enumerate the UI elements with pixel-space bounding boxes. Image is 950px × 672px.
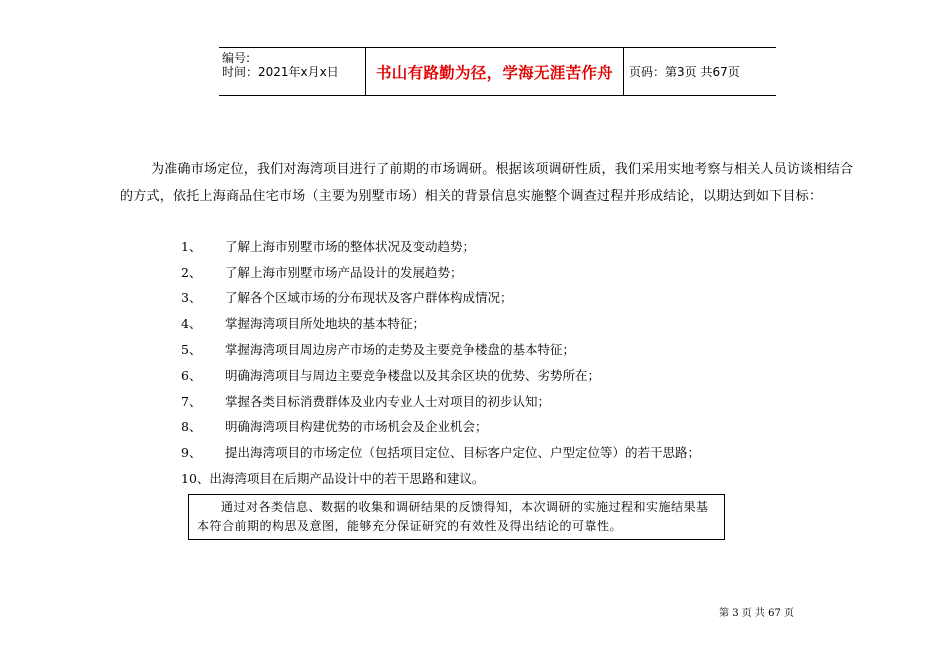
list-item-number: 9、 (181, 445, 202, 461)
list-item-text: 了解各个区域市场的分布现状及客户群体构成情况； (225, 290, 513, 306)
list-item-number: 8、 (181, 419, 202, 435)
list-item-number: 1、 (181, 238, 202, 254)
list-item-number: 10、 (181, 471, 210, 487)
list-item (181, 233, 700, 259)
list-item (181, 362, 700, 388)
page-code-text: 页码：第3页 共67页 (629, 65, 740, 79)
list-item-number: 4、 (181, 316, 202, 332)
list-item (181, 310, 700, 336)
list-item (181, 465, 700, 491)
list-item-number: 5、 (181, 342, 202, 358)
list-item-text: 了解上海市别墅市场产品设计的发展趋势； (225, 264, 463, 280)
list-item-text: 掌握海湾项目所处地块的基本特征； (225, 316, 426, 332)
document-number-label: 编号: (222, 51, 251, 65)
summary-text: 通过对各类信息、数据的收集和调研结果的反馈得知，本次调研的实施过程和实施结果基本符合前期的构思及意图，能够充分保证研究的有效性及得出结论的可靠性。 (197, 500, 709, 533)
header-page-code (624, 48, 776, 95)
list-item (181, 285, 700, 311)
goals-list (181, 233, 700, 491)
list-item-number: 6、 (181, 367, 202, 383)
header-meta (219, 48, 365, 95)
list-item (181, 259, 700, 285)
page-header (219, 47, 776, 96)
list-item-text: 明确海湾项目构建优势的市场机会及企业机会； (225, 419, 488, 435)
list-item-text: 掌握海湾项目周边房产市场的走势及主要竞争楼盘的基本特征； (225, 342, 576, 358)
intro-paragraph: 为准确市场定位，我们对海湾项目进行了前期的市场调研。根据该项调研性质，我们采用实地考察与相关人员访谈相结合的方式，依托上海商品住宅市场（主要为别墅市场）相关的背景信息实施整个调查过程并形成结论，以期达到如下目标： (120, 162, 854, 204)
list-item-number: 7、 (181, 393, 202, 409)
list-item (181, 388, 700, 414)
header-motto-cell (365, 48, 624, 95)
page-footer (719, 604, 794, 619)
list-item (181, 439, 700, 465)
list-item-text: 了解上海市别墅市场的整体状况及变动趋势； (225, 238, 476, 254)
list-item-text: 明确海湾项目与周边主要竞争楼盘以及其余区块的优势、劣势所在； (225, 367, 601, 383)
list-item-text: 掌握各类目标消费群体及业内专业人士对项目的初步认知； (225, 393, 551, 409)
footer-page-number: 第 3 页 共 67 页 (719, 608, 794, 619)
list-item-text: 提出海湾项目的市场定位（包括项目定位、目标客户定位、户型定位等）的若干思路； (225, 445, 701, 461)
summary-box (188, 494, 725, 540)
list-item (181, 336, 700, 362)
list-item (181, 414, 700, 440)
list-item-text: 出海湾项目在后期产品设计中的若干思路和建议。 (209, 471, 485, 487)
document-date: 时间：2021年x月x日 (222, 65, 339, 79)
list-item-number: 3、 (181, 290, 202, 306)
list-item-number: 2、 (181, 264, 202, 280)
motto-text: 书山有路勤为径，学海无涯苦作舟 (375, 63, 613, 82)
